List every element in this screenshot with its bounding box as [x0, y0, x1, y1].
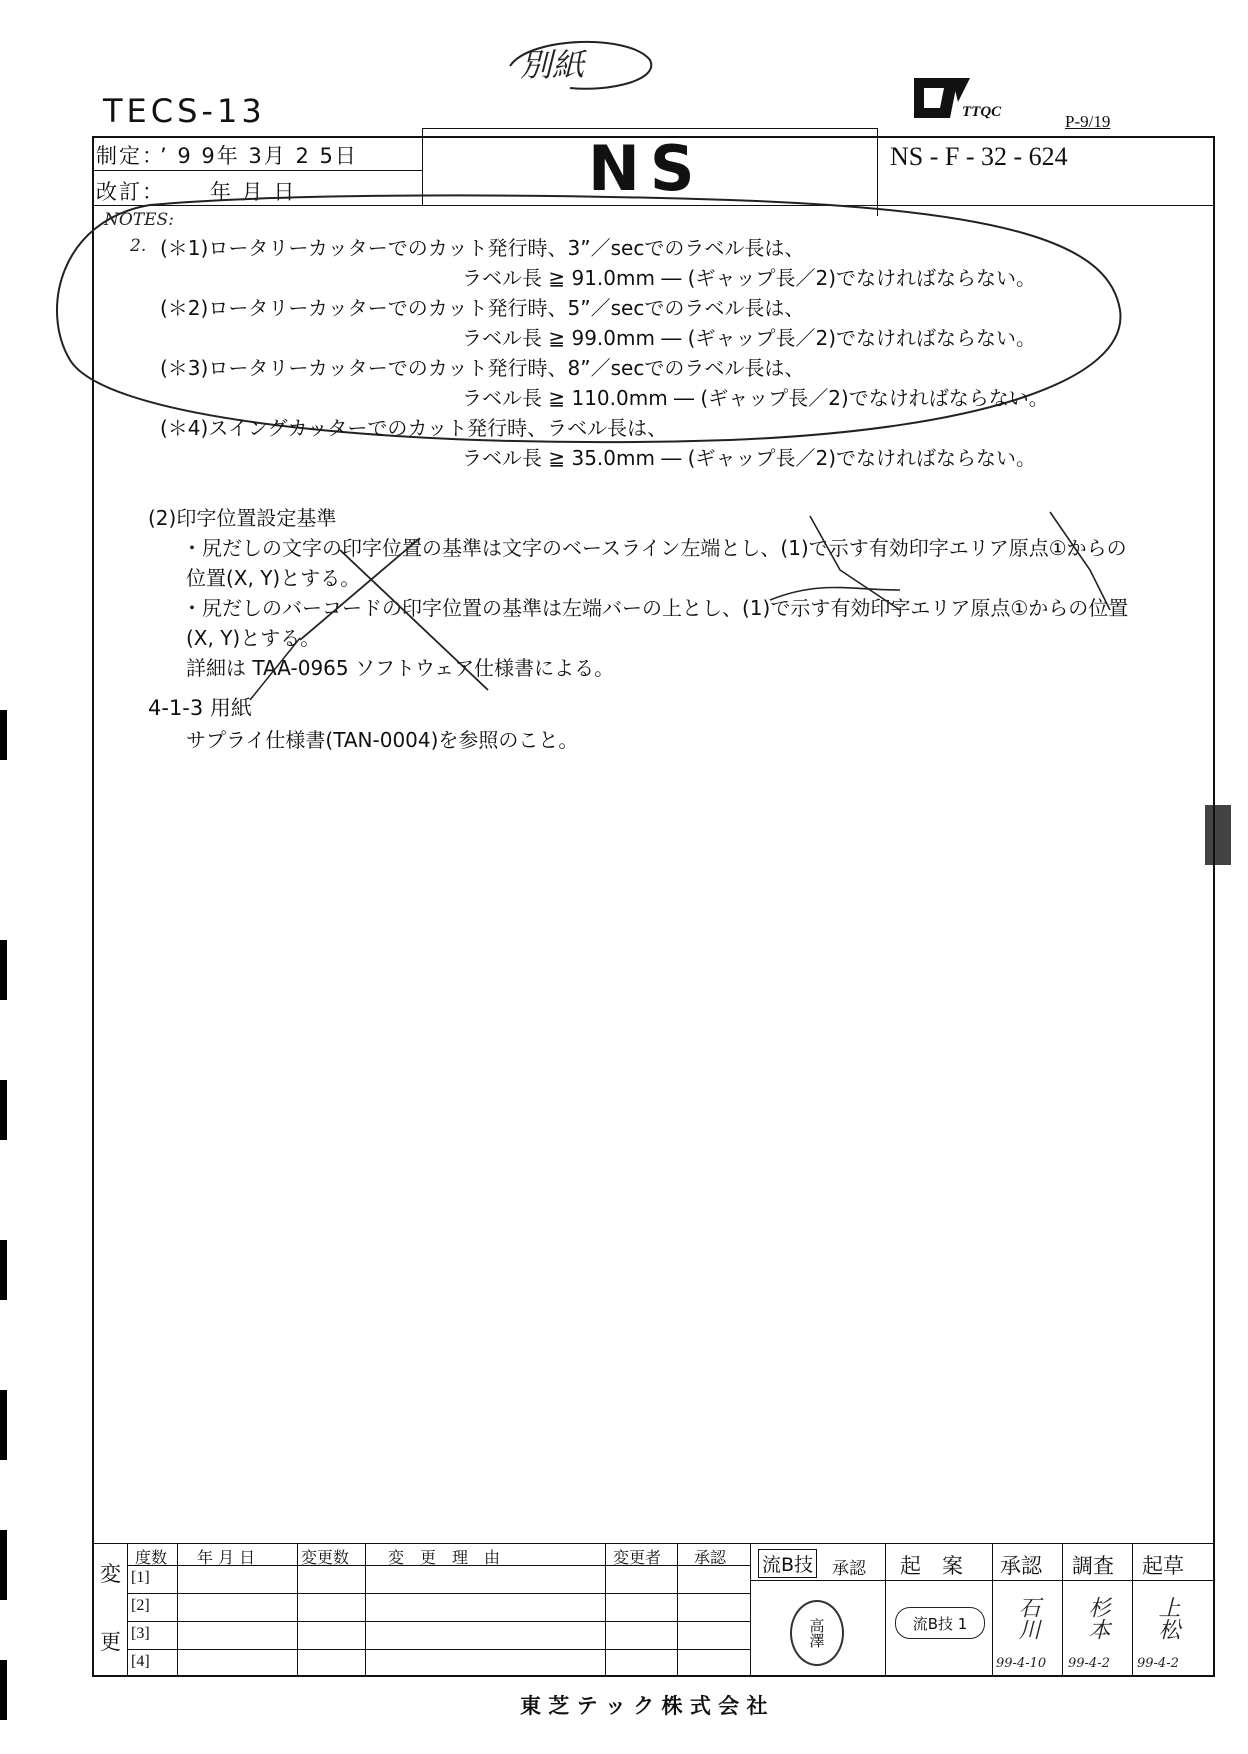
handwritten-strike-marks — [0, 0, 1248, 760]
dept-box — [758, 1549, 817, 1578]
table-row-line — [127, 1593, 750, 1594]
scan-edge-mark — [0, 1660, 7, 1720]
scan-edge-mark — [0, 1530, 7, 1600]
table-row-index: [1] — [131, 1569, 150, 1586]
print-position-text-1: ・尻だしの文字の印字位置の基準は文字のベースライン左端とし、(1)で示す有効印字エリア原点①からの — [182, 536, 1127, 560]
table-row-line — [127, 1649, 750, 1650]
company-name: 東 芝 テ ッ ク 株 式 会 社 — [520, 1694, 768, 1718]
shonin-date: 99-4-10 — [996, 1656, 1047, 1671]
table-divider — [885, 1543, 886, 1677]
table-header-cell: 度数 — [135, 1548, 168, 1567]
doc-series: TECS-13 — [103, 92, 266, 130]
note-2-formula: ラベル長 ≧ 99.0mm ― (ギャップ長／2)でなければならない。 — [462, 326, 1037, 350]
paper-heading: 4-1-3 用紙 — [148, 696, 252, 720]
table-header-cell: 変 更 理 由 — [388, 1548, 501, 1567]
scan-edge-mark — [0, 1240, 7, 1300]
table-divider — [1132, 1543, 1133, 1677]
print-position-text-2-cont: (X, Y)とする。 — [186, 626, 321, 650]
logo-text: TTQC — [962, 104, 1002, 120]
table-row-index: [2] — [131, 1597, 150, 1614]
shonin-label: 承認 — [1000, 1554, 1042, 1578]
table-row-line — [750, 1580, 1215, 1581]
print-position-detail: 詳細は TAA-0965 ソフトウェア仕様書による。 — [186, 656, 615, 680]
note-4-condition: (＊4)スイングカッターでのカット発行時、ラベル長は、 — [160, 416, 668, 440]
change-side-label: 更 — [100, 1630, 121, 1654]
revised-date: 年 月 日 — [210, 180, 297, 204]
chosa-date: 99-4-2 — [1068, 1656, 1110, 1671]
scan-edge-mark — [0, 1390, 7, 1460]
kian-stamp — [895, 1607, 985, 1639]
table-header-cell: 承認 — [694, 1548, 727, 1567]
table-divider — [177, 1543, 178, 1677]
dept-approve-label: 承認 — [832, 1559, 866, 1579]
table-divider — [365, 1543, 366, 1677]
print-position-text-2: ・尻だしのバーコードの印字位置の基準は左端バーの上とし、(1)で示す有効印字エリア原点①からの位置 — [182, 596, 1129, 620]
note-1-condition: (＊1)ロータリーカッターでのカット発行時、3”／secでのラベル長は、 — [160, 236, 805, 260]
enacted-date: ’ 9 9年 3月 2 5日 — [160, 144, 358, 168]
scan-edge-mark — [0, 940, 7, 1000]
chosa-signature: 杉本 — [1085, 1596, 1110, 1640]
notes-label: NOTES: — [104, 210, 174, 230]
handwritten-annotation: 別紙 — [520, 46, 585, 84]
table-divider — [750, 1543, 751, 1677]
table-row-index: [4] — [131, 1653, 150, 1670]
table-divider — [677, 1543, 678, 1677]
scan-edge-mark — [0, 1080, 7, 1140]
seal-name: 高澤 — [807, 1618, 826, 1648]
document-number: NS - F - 32 - 624 — [890, 142, 1068, 171]
print-position-text-1-cont: 位置(X, Y)とする。 — [186, 566, 361, 590]
standard-title: NS — [588, 132, 705, 205]
table-header-cell: 年 月 日 — [197, 1548, 256, 1567]
kiso-signature: 上松 — [1155, 1596, 1180, 1640]
table-header-cell: 変更数 — [301, 1548, 350, 1567]
dept-box-label: 流B技 — [762, 1554, 814, 1576]
note-1-formula: ラベル長 ≧ 91.0mm ― (ギャップ長／2)でなければならない。 — [462, 266, 1037, 290]
kiso-label: 起草 — [1142, 1554, 1184, 1578]
enacted-label: 制定： — [96, 144, 165, 168]
shonin-signature: 石川 — [1015, 1596, 1040, 1640]
notes-number: 2. — [130, 236, 147, 256]
change-side-label: 変 — [100, 1562, 121, 1586]
page-number: P-9/19 — [1065, 112, 1111, 131]
table-divider — [297, 1543, 298, 1677]
paper-text: サプライ仕様書(TAN-0004)を参照のこと。 — [186, 728, 579, 752]
kiso-date: 99-4-2 — [1137, 1656, 1179, 1671]
table-row-line — [127, 1621, 750, 1622]
table-top-border — [92, 1543, 1215, 1544]
approval-seal — [790, 1600, 844, 1666]
note-2-condition: (＊2)ロータリーカッターでのカット発行時、5”／secでのラベル長は、 — [160, 296, 805, 320]
table-divider — [605, 1543, 606, 1677]
kian-label: 起 案 — [900, 1554, 963, 1578]
table-divider — [992, 1543, 993, 1677]
table-divider — [1062, 1543, 1063, 1677]
print-position-heading: (2)印字位置設定基準 — [148, 506, 337, 530]
note-3-condition: (＊3)ロータリーカッターでのカット発行時、8”／secでのラベル長は、 — [160, 356, 805, 380]
revised-label: 改訂： — [96, 180, 165, 204]
note-4-formula: ラベル長 ≧ 35.0mm ― (ギャップ長／2)でなければならない。 — [462, 446, 1037, 470]
table-header-cell: 変更者 — [613, 1548, 662, 1567]
table-divider — [127, 1543, 128, 1677]
note-3-formula: ラベル長 ≧ 110.0mm ― (ギャップ長／2)でなければならない。 — [462, 386, 1049, 410]
chosa-label: 調査 — [1072, 1554, 1114, 1578]
table-row-index: [3] — [131, 1625, 150, 1642]
kian-stamp-text: 流B技 1 — [912, 1614, 968, 1633]
